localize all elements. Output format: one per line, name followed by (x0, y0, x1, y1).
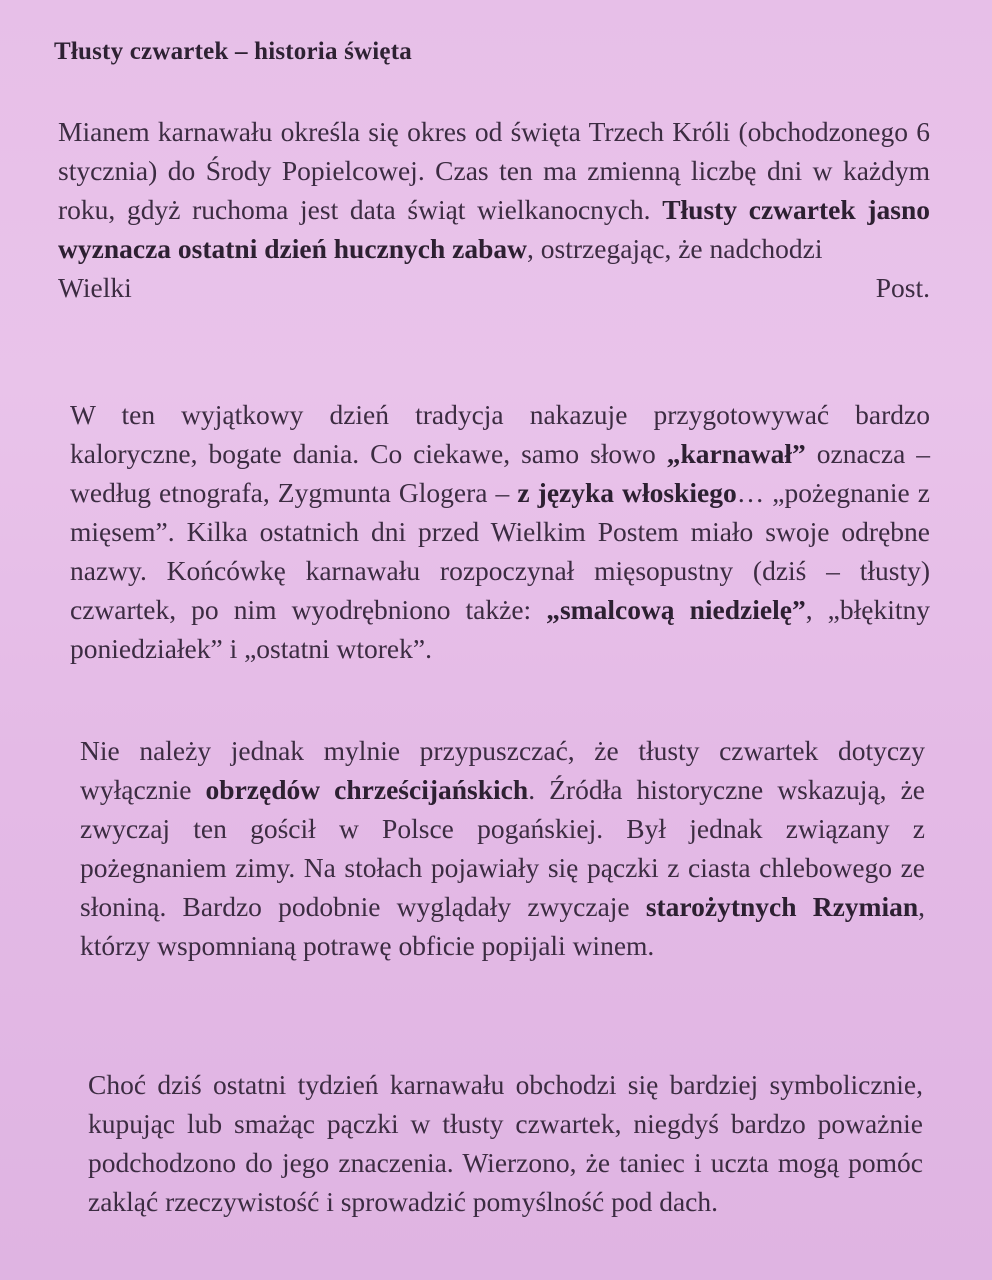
paragraph-1-text-1: Mianem karnawału określa się okres od święta Trzech Króli (obchodzonego 6 stycznia) do Środy Popielcowej. Czas ten ma zmienną liczbę dni w każdym roku, gdyż ruchoma jest data świąt wielkanocnych. (58, 116, 930, 225)
paragraph-2-bold-1: „karnawał” (666, 438, 806, 469)
paragraph-1 (58, 112, 930, 307)
paragraph-2-text-1: W ten wyjątkowy dzień tradycja nakazuje przygotowywać bardzo kaloryczne, bogate dania. Co ciekawe, samo słowo (70, 399, 930, 469)
paragraph-2-text-4: , „błękitny poniedziałek” i „ostatni wtorek”. (70, 594, 930, 664)
paragraph-1-last-line (58, 268, 930, 307)
paragraph-1-last-left: Wielki (58, 272, 132, 303)
paragraph-4 (88, 1065, 923, 1221)
paragraph-3-text-2: . Źródła historyczne wskazują, że zwyczaj ten gościł w Polsce pogańskiej. Był jednak związany z pożegnaniem zimy. Na stołach pojawiały się pączki z ciasta chlebowego ze słoniną. Bardzo podobnie wyglądały zwyczaje (80, 774, 925, 922)
paragraph-3-bold-1: obrzędów chrześcijańskich (205, 774, 529, 805)
document-title: Tłusty czwartek – historia święta (54, 38, 412, 65)
paragraph-1-bold-1: Tłusty czwartek jasno wyznacza ostatni dzień hucznych zabaw (58, 194, 930, 264)
paragraph-2 (70, 395, 930, 668)
paragraph-2-bold-3: „smalcową niedzielę” (546, 594, 806, 625)
paragraph-3 (80, 731, 925, 965)
paragraph-1-last-right: Post. (875, 272, 930, 303)
paragraph-3-text-3: , którzy wspomnianą potrawę obficie popijali winem. (80, 891, 926, 961)
paragraph-2-text-3: … „pożegnanie z mięsem”. Kilka ostatnich dni przed Wielkim Postem miało swoje odrębne nazwy. Końcówkę karnawału rozpoczynał mięsopustny (dziś – tłusty) czwartek, po nim wyodrębniono także: (70, 477, 930, 625)
paragraph-2-text-2: oznacza – według etnografa, Zygmunta Glogera – (70, 438, 930, 508)
paragraph-2-bold-2: z języka włoskiego (517, 477, 737, 508)
paragraph-3-text-1: Nie należy jednak mylnie przypuszczać, że tłusty czwartek dotyczy wyłącznie (80, 735, 925, 805)
paragraph-1-text-2: , ostrzegając, że nadchodzi (527, 233, 823, 264)
paragraph-4-text-1: Choć dziś ostatni tydzień karnawału obchodzi się bardziej symbolicznie, kupując lub smażąc pączki w tłusty czwartek, niegdyś bardzo poważnie podchodzono do jego znaczenia. Wierzono, że taniec i uczta mogą pomóc zakląć rzeczywistość i sprowadzić pomyślność pod dach. (88, 1069, 923, 1217)
paragraph-3-bold-2: starożytnych Rzymian (645, 891, 919, 922)
